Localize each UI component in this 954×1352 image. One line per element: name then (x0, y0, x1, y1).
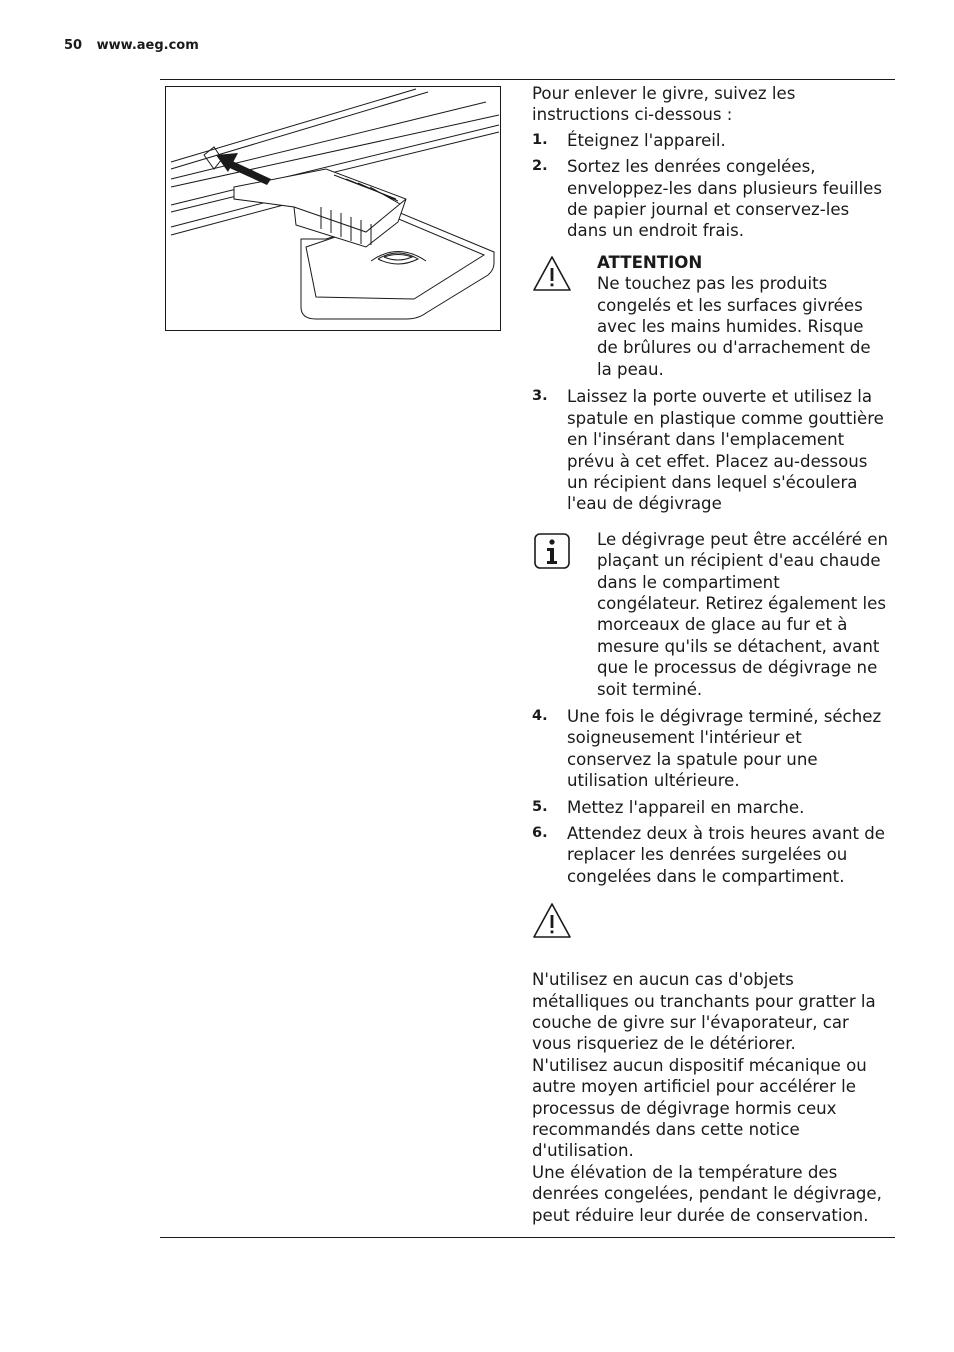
step-number: 6. (532, 825, 548, 841)
step-2 (532, 156, 888, 242)
attention-notice (532, 252, 888, 380)
step-text: Une fois le dégivrage terminé, séchez soigneusement l'intérieur et conservez la spatule pour une utilisation ultérieure. (567, 706, 882, 791)
step-number: 3. (532, 388, 548, 405)
defrost-illustration (165, 86, 501, 331)
page-header (64, 38, 199, 53)
step-1 (532, 130, 888, 151)
website-url: www.aeg.com (96, 38, 199, 53)
warning-triangle-icon (532, 254, 572, 294)
warning-text-1: N'utilisez en aucun cas d'objets métalliques ou tranchants pour gratter la couche de givre sur l'évaporateur, car vous risqueriez de le détériorer. (532, 970, 876, 1054)
warning-text-2: N'utilisez aucun dispositif mécanique ou autre moyen artificiel pour accélérer le processus de dégivrage hormis ceux recommandés dans cette notice d'utilisation. (532, 1055, 867, 1161)
bottom-divider (160, 1237, 895, 1238)
info-notice (532, 529, 888, 700)
step-text: Éteignez l'appareil. (567, 130, 726, 150)
warning-triangle-icon (532, 901, 572, 941)
step-number: 5. (532, 798, 548, 815)
step-text: Mettez l'appareil en marche. (567, 797, 805, 817)
step-6 (532, 823, 888, 887)
step-5 (532, 797, 888, 818)
step-3 (532, 386, 888, 514)
instructions-column (532, 83, 888, 1226)
warning-block (532, 901, 888, 945)
step-text: Laissez la porte ouverte et utilisez la spatule en plastique comme gouttière en l'insérant dans l'emplacement prévu à cet effet. Placez au-dessous un récipient dans lequel s'écoulera l'eau de dégivrage (567, 387, 884, 514)
step-text: Sortez les denrées congelées, enveloppez-les dans plusieurs feuilles de papier journal et conservez-les dans un endroit frais. (567, 157, 883, 241)
top-divider (160, 79, 895, 80)
step-4 (532, 706, 888, 792)
intro-text: Pour enlever le givre, suivez les instructions ci-dessous : (532, 84, 796, 125)
attention-title: ATTENTION (597, 252, 703, 272)
info-text: Le dégivrage peut être accéléré en plaçant un récipient d'eau chaude dans le compartiment congélateur. Retirez également les morceaux de glace au fur et à mesure qu'ils se détachent, avant que le processus de dégivrage ne soit terminé. (597, 529, 888, 699)
step-text: Attendez deux à trois heures avant de replacer les denrées surgelées ou congelées dans le compartiment. (567, 824, 885, 886)
step-number: 1. (532, 131, 548, 148)
page-number: 50 (64, 38, 83, 53)
attention-text: Ne touchez pas les produits congelés et les surfaces givrées avec les mains humides. Risque de brûlures ou d'arrachement de la peau. (597, 274, 871, 379)
info-icon (532, 531, 572, 571)
step-number: 4. (532, 707, 548, 724)
warning-text-3: Une élévation de la température des denrées congelées, pendant le dégivrage, peut réduire leur durée de conservation. (532, 1162, 882, 1225)
step-number: 2. (532, 158, 548, 175)
